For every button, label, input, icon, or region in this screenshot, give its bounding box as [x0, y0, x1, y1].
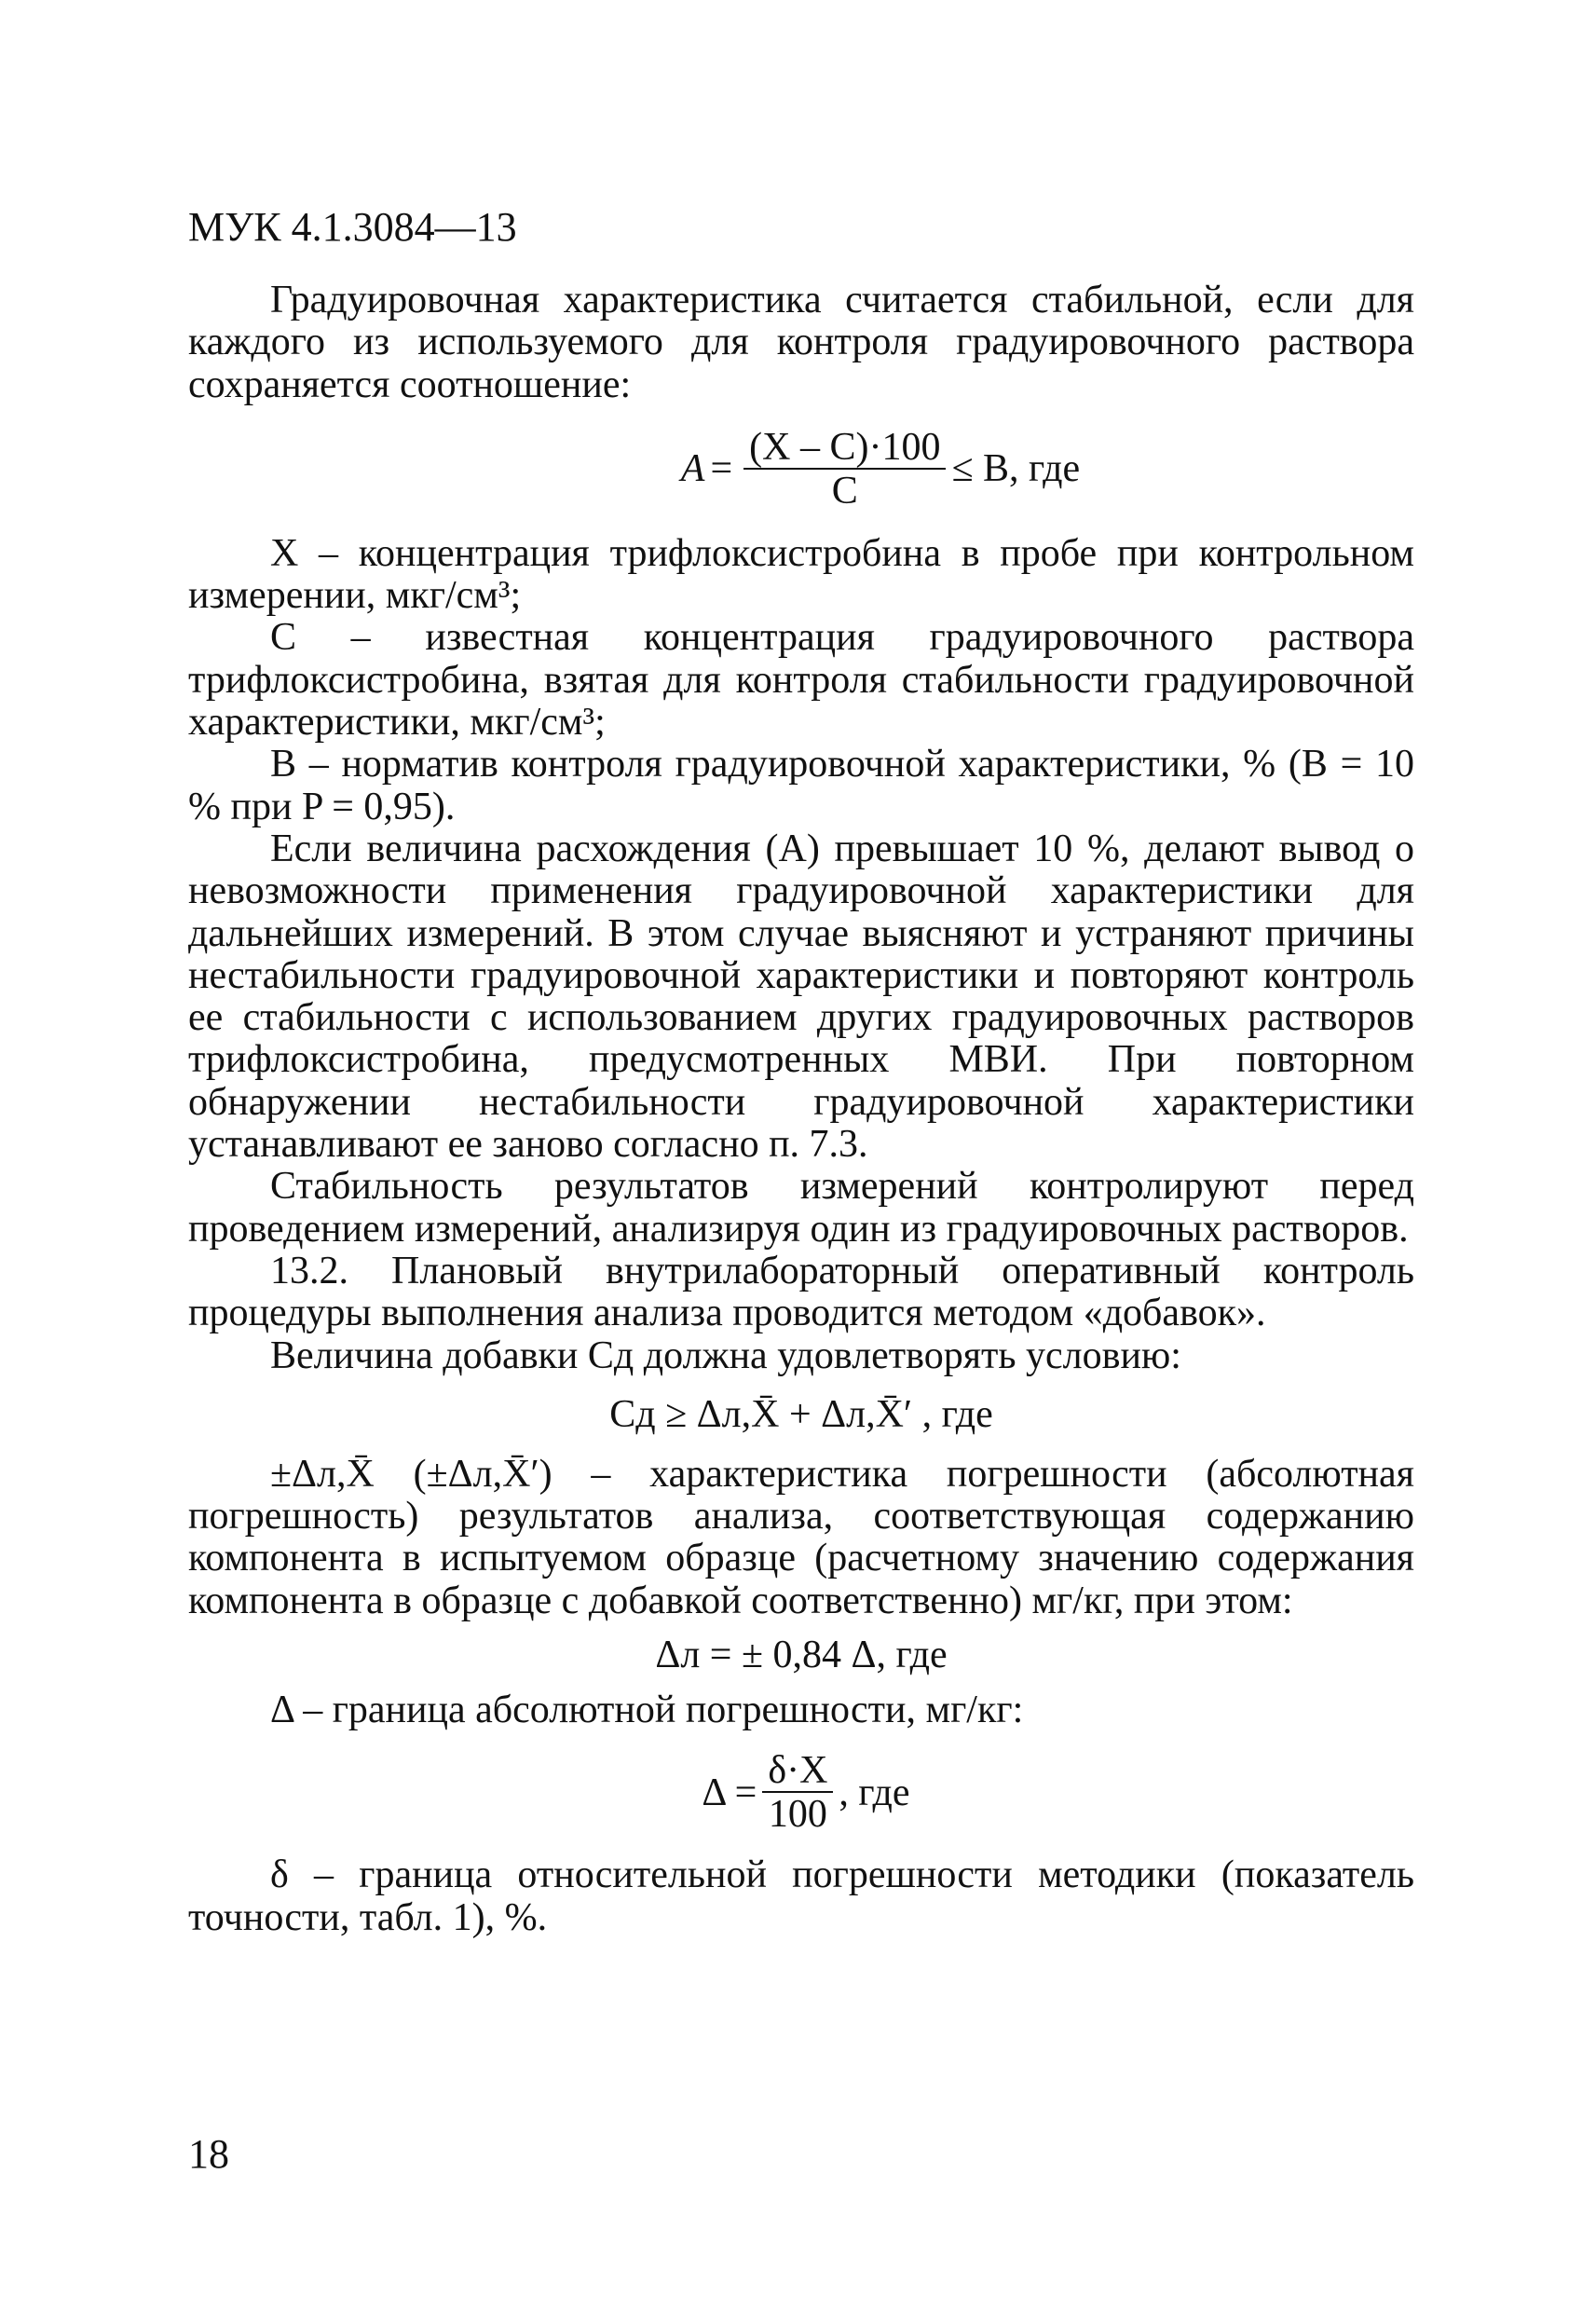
- paragraph-stability-control: Стабильность результатов измерений контролируют перед проведением измерений, анализируя один из градуировочных растворов.: [188, 1165, 1414, 1251]
- page-number: 18: [188, 2131, 229, 2177]
- formula-lhs: A: [680, 447, 705, 491]
- document-code: МУК 4.1.3084—13: [188, 204, 517, 250]
- paragraph-absolute-error: Δ – граница абсолютной погрешности, мг/кг:: [270, 1689, 1024, 1732]
- formula-delta: [188, 1735, 1414, 1851]
- paragraph-additive-value: Величина добавки Cд должна удовлетворять условию:: [270, 1333, 1181, 1377]
- formula-delta-l: Δл = ± 0,84 Δ, где: [655, 1634, 948, 1677]
- paragraph-stability-condition: Градуировочная характеристика считается стабильной, если для каждого из используемого для контроля градуировочного раствора сохраняется соотношение:: [188, 279, 1414, 406]
- formula-fraction: [743, 427, 946, 513]
- formula-tail: , где: [1009, 447, 1081, 491]
- formula-delta-fraction: [762, 1750, 833, 1836]
- paragraph-deviation: Если величина расхождения (A) превышает 10 %, делают вывод о невозможности применения градуировочной характеристики для дальнейших измерений. В этом случае выясняют и устраняют причины нестабильности градуировочной характеристики и повторяют контроль ее стабильности с использованием других градуировочных растворов трифлоксистробина, предусмотренных МВИ. При повторном обнаружении нестабильности градуировочной характеристики устанавливают ее заново согласно п. 7.3.: [188, 827, 1414, 1167]
- paragraph-relative-error: δ – граница относительной погрешности методики (показатель точности, табл. 1), %.: [188, 1853, 1414, 1939]
- formula-delta-tail: , где: [839, 1771, 910, 1814]
- formula-additive: Cд ≥ Δл,X̄ + Δл,X̄′ , где: [609, 1393, 993, 1437]
- formula-delta-lhs: Δ =: [702, 1771, 757, 1814]
- formula-stability: A = $\frac{(X - C)\cdot 100}{C}$ ≤ B , где: [680, 425, 1081, 513]
- definition-x: X – концентрация трифлоксистробина в пробе при контрольном измерении, мкг/см³;: [188, 531, 1414, 618]
- formula-delta-numerator: δ·X: [768, 1749, 828, 1793]
- definition-b: B – норматив контроля градуировочной характеристики, % (B = 10 % при P = 0,95).: [188, 743, 1414, 828]
- paragraph-error-characteristic: ±Δл,X̄ (±Δл,X̄′) – характеристика погрешности (абсолютная погрешность) результатов анализа, соответствующая содержанию компонента в испытуемом образце (расчетному значению содержания компонента в образце с добавкой соответственно) мг/кг, при этом:: [188, 1452, 1414, 1622]
- formula-denominator: C: [831, 469, 858, 513]
- definition-c: C – известная концентрация градуировочного раствора трифлоксистробина, взятая для контроля стабильности градуировочной характеристики, мкг/см³;: [188, 616, 1414, 745]
- formula-numerator: (X – C)·100: [749, 425, 941, 469]
- formula-rhs: ≤ B: [951, 447, 1010, 491]
- formula-delta-denominator: 100: [768, 1793, 827, 1837]
- paragraph-section-13-2: 13.2. Плановый внутрилабораторный оперативный контроль процедуры выполнения анализа проводится методом «добавок».: [188, 1249, 1414, 1335]
- document-body: [188, 280, 1414, 1939]
